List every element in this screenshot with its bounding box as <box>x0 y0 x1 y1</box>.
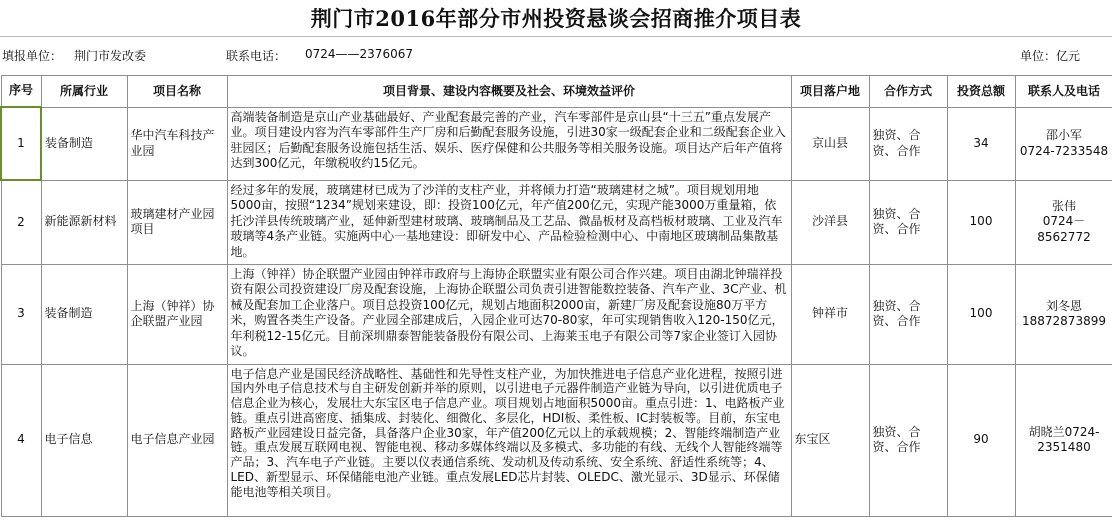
contact-cell[interactable] <box>1015 364 1112 516</box>
project-name-cell[interactable]: 电子信息产业园 <box>127 364 227 516</box>
page-title: 荆门市2016年部分市州投资悬谈会招商推介项目表 <box>310 6 802 31</box>
industry-cell[interactable]: 电子信息 <box>41 364 127 516</box>
header-cell-contact[interactable]: 联系人及电话 <box>1015 76 1112 108</box>
title-cell[interactable] <box>0 0 1112 37</box>
industry-cell[interactable]: 新能源新材料 <box>41 180 127 264</box>
location-cell[interactable]: 沙洋县 <box>791 180 869 264</box>
project-name-cell[interactable]: 华中汽车科技产业园 <box>127 107 227 180</box>
header-cell-amount[interactable]: 投资总额 <box>947 76 1015 108</box>
project-name-cell[interactable]: 玻璃建材产业园项目 <box>127 180 227 264</box>
contact-phone: 18872873899 <box>1022 314 1106 328</box>
description-cell[interactable]: 高端装备制造是京山产业基础最好、产业配套最完善的产业，汽车零部件是京山县“十三五”重点发展产业。项目建设内容为汽车零部件生产厂房和后勤配套服务设施，引进30家一级配套企业和二级配套企业入驻园区；后勤配套服务设施包括生活、娱乐、医疗保健和公共服务等相关服务设施。项目达产后年产值将达到300亿元，年缴税收约15亿元。 <box>227 107 791 180</box>
contact-cell[interactable] <box>1015 180 1112 264</box>
contact-phone: 0724－8562772 <box>1037 214 1091 244</box>
project-name-cell[interactable]: 上海（钟祥）协企联盟产业园 <box>127 264 227 364</box>
project-table <box>0 75 1112 517</box>
contact-phone: 2351480 <box>1037 440 1091 454</box>
table-row <box>1 180 1112 264</box>
row-no-cell[interactable]: 3 <box>1 264 41 364</box>
description-cell[interactable]: 经过多年的发展，玻璃建材已成为了沙洋的支柱产业，并将倾力打造“玻璃建材之城”。项目规划用地5000亩，按照“1234”规划来建设，即：投资100亿元，年产值200亿元，实现产能3000万重量箱，依托沙洋县传统玻璃产业，延伸新型建材玻璃、玻璃制品及工艺品、微晶板材及高档板材玻璃、工业及汽车玻璃等4条产业链。实施两中心一基地建设：即研发中心、产品检验检测中心、中南地区玻璃制品集散基地。 <box>227 180 791 264</box>
contact-name: 胡晓兰0724- <box>1028 424 1100 439</box>
header-cell-mode[interactable]: 合作方式 <box>869 76 947 108</box>
row-no-cell[interactable]: 4 <box>1 364 41 516</box>
header-cell-industry[interactable]: 所属行业 <box>41 76 127 108</box>
industry-cell[interactable]: 装备制造 <box>41 107 127 180</box>
description-cell[interactable]: 电子信息产业是国民经济战略性、基础性和先导性支柱产业，为加快推进电子信息产业化进程，按照引进国内外电子信息技术与自主研发创新并举的原则，以引进电子元器件制造产业链为导向，以引进优质电子信息企业为核心，发展壮大东宝区电子信息产业。项目规划占地面积5000亩。重点引进：1、电路板产业链。重点引进高密度、插集成、封装化、细微化、多层化，HDI板、柔性板、IC封装板等。目前，东宝电路板产业园建设日益完备，具备落户企业30家，年产值200亿元以上的承载规模；2、智能终端制造产业链。重点发展互联网电视、智能电视、移动多媒体终端以及多模式、多功能的有线、无线个人智能终端等产品；3、汽车电子产业链。主要以仪表通信系统、发动机及传动系统、安全系统、舒适性系统等；4、LED、新型显示、环保储能电池产业链。重点发展LED芯片封装、OLEDC、激光显示、3D显示、环保储能电池等相关项目。 <box>227 364 791 516</box>
fill-unit-label: 填报单位： <box>2 49 63 63</box>
header-cell-location[interactable]: 项目落户地 <box>791 76 869 108</box>
row-no-cell[interactable]: 2 <box>1 180 41 264</box>
description-cell[interactable]: 上海（钟祥）协企联盟产业园由钟祥市政府与上海协企联盟实业有限公司合作兴建。项目由湖北钟瑞祥投资有限公司投资建设厂房及配套设施，上海协企联盟公司负责引进智能数控装备、汽车产业、3C产业、机械及配套加工企业落户。项目总投资100亿元，规划占地面积2000亩，新建厂房及配套设施80万平方米，购置各类生产设备。产业园全部建成后，入园企业可达70-80家，年可实现销售收入120-150亿元，年利税12-15亿元。目前深圳鼎泰智能装备股份有限公司、上海莱玉电子有限公司等7家企业签订入园协议。 <box>227 264 791 364</box>
table-row <box>1 107 1112 180</box>
header-row <box>1 76 1112 108</box>
industry-cell[interactable]: 装备制造 <box>41 264 127 364</box>
amount-cell[interactable]: 90 <box>947 364 1015 516</box>
mode-cell[interactable]: 独资、合资、合作 <box>869 264 947 364</box>
unit-label[interactable]: 单位：亿元 <box>1020 49 1081 63</box>
contact-phone: 0724-7233548 <box>1019 143 1109 158</box>
contact-name: 张伟 <box>1051 198 1076 213</box>
table-row <box>1 264 1112 364</box>
contact-name: 刘冬恩 <box>1045 298 1082 313</box>
phone-value[interactable]: 0724——2376067 <box>305 47 413 61</box>
amount-cell[interactable]: 100 <box>947 264 1015 364</box>
amount-cell[interactable]: 34 <box>947 107 1015 180</box>
location-cell[interactable]: 东宝区 <box>791 364 869 516</box>
location-cell[interactable]: 京山县 <box>791 107 869 180</box>
header-cell-name[interactable]: 项目名称 <box>127 76 227 108</box>
info-row <box>0 37 1112 71</box>
location-cell[interactable]: 钟祥市 <box>791 264 869 364</box>
table-row <box>1 364 1112 516</box>
mode-cell[interactable]: 独资、合资、合作 <box>869 107 947 180</box>
mode-cell[interactable]: 独资、合资、合作 <box>869 364 947 516</box>
phone-label: 联系电话： <box>226 49 287 63</box>
header-cell-desc[interactable]: 项目背景、建设内容概要及社会、环境效益评价 <box>227 76 791 108</box>
header-cell-no[interactable]: 序号 <box>1 76 41 108</box>
row-no-cell[interactable]: 1 <box>1 107 41 180</box>
amount-cell[interactable]: 100 <box>947 180 1015 264</box>
contact-cell[interactable] <box>1015 107 1112 180</box>
fill-unit-value[interactable]: 荆门市发改委 <box>74 49 147 63</box>
contact-name: 邵小军 <box>1045 128 1082 142</box>
contact-cell[interactable] <box>1015 264 1112 364</box>
mode-cell[interactable]: 独资、合资、合作 <box>869 180 947 264</box>
